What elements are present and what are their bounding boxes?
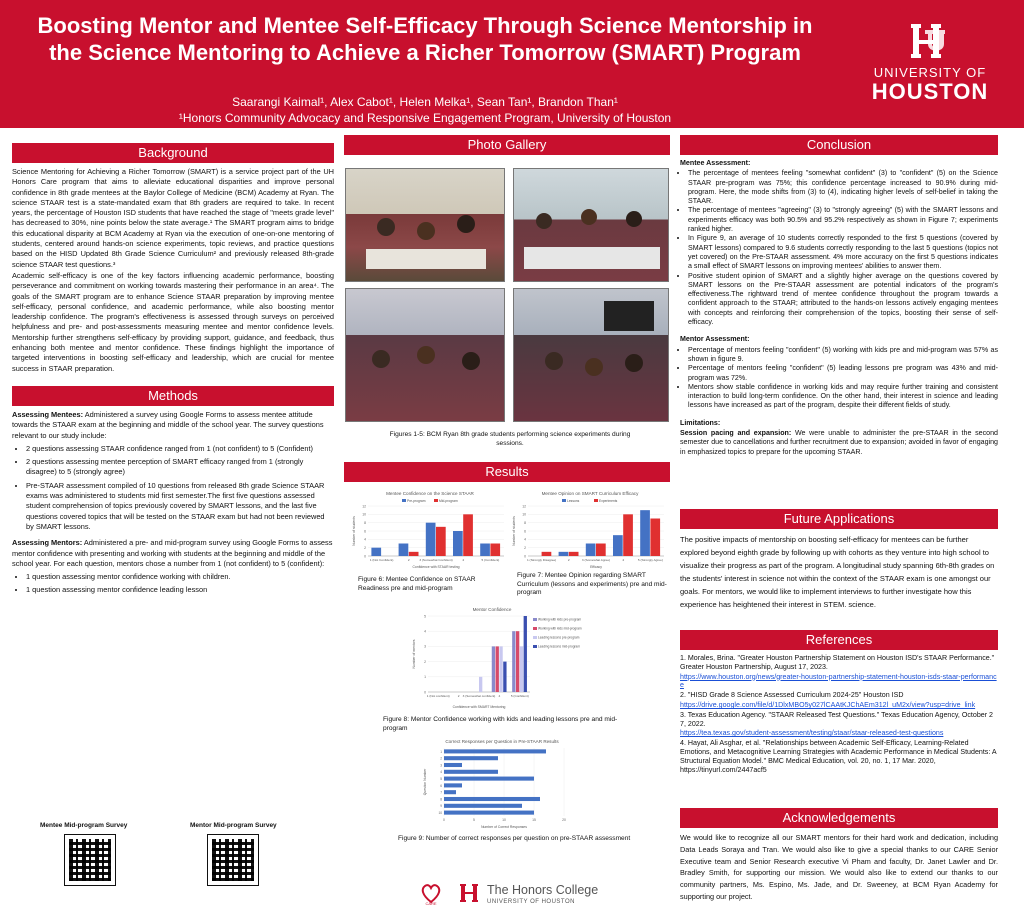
mentor-conclusion-list: [680, 346, 998, 411]
bar: [559, 552, 569, 556]
y-tick-label: 5: [424, 614, 426, 619]
students-photo-icon: [514, 169, 670, 283]
y-tick-label: 0: [364, 554, 366, 559]
x-tick-label: 2: [457, 694, 460, 698]
svg-text:CARE: CARE: [425, 901, 437, 906]
y-tick-label: 7: [440, 790, 442, 795]
x-axis-label: Confidence with STAAR testing: [412, 565, 460, 569]
bar: [613, 535, 623, 556]
uh-small-logo-icon: [458, 882, 482, 904]
y-tick-label: 4: [364, 537, 366, 542]
y-tick-label: 6: [440, 783, 442, 788]
legend-label: Experiments: [599, 498, 618, 503]
bar: [444, 770, 498, 774]
x-tick-label: 10: [502, 818, 506, 822]
y-tick-label: 4: [440, 770, 442, 775]
reference-2: 2. "HISD Grade 8 Science Assessed Curriculum 2024-25" Houston ISD: [680, 691, 904, 700]
future-heading: Future Applications: [680, 509, 998, 529]
gallery-photo-2: [513, 168, 669, 282]
figure-8-chart: [410, 604, 582, 710]
y-axis-label: Number of students: [352, 516, 356, 546]
list-item: • The percentage of mentees "agreeing" (3) to "strongly agreeing" (5) with the SMART lessons and experiments efficacy was both 90.5% and 95.2% respectively as shown in Figure 7; experiments ranked higher.: [688, 206, 998, 234]
bar: [444, 811, 534, 815]
legend-label: Mid-program: [439, 498, 458, 503]
y-tick-label: 1: [424, 675, 426, 680]
students-photo-icon: [346, 169, 506, 283]
reference-1-link[interactable]: https://www.houston.org/news/greater-houston-partnership-statement-houston-isds-staar-performance: [680, 672, 997, 690]
uh-interlocking-icon: [907, 20, 953, 60]
background-paragraph-1: Science Mentoring for Achieving a Richer Tomorrow (SMART) is a service project part of the UH Honors Care program that aims to alleviate educational disparities and improve personal confidence in 8th grade mentees at the Baylor College of Medicine (BCM) Academy at Ryan. The science STAAR test is a state-mandated exam that 8th graders are required to take. In recent years, the percentage of Houston ISD students that have reached the stage of "meets grade level" has decreased to 30%, nine points below the state average.¹ The SMART program aims to bridge this educational disparity at BCM Academy at Ryan via the execution of one-on-one mentoring of students, centered around hands-on science experiments, topic reviews, and practice questions based on the HISD Updated 8th Grade Science Curriculum² and previously released 8th-grade science STAAR test questions.³: [12, 167, 334, 269]
legend-swatch: [533, 618, 537, 621]
x-tick-label: 4: [462, 558, 465, 562]
legend-swatch: [402, 499, 406, 502]
bar: [586, 544, 596, 557]
ack-section: [680, 808, 998, 903]
bar: [596, 544, 606, 557]
x-tick-label: 1 (Strongly Disagree): [526, 558, 557, 562]
logo-line1: UNIVERSITY OF: [873, 65, 987, 80]
y-tick-label: 8: [440, 797, 442, 802]
bar: [444, 783, 462, 787]
methods-mentors-label: Assessing Mentors:: [12, 538, 83, 548]
legend-swatch: [594, 499, 598, 502]
list-item: • In Figure 9, an average of 10 students correctly responded to the first 5 questions (covered by SMART lessons) compared to 9.6 students correctly responding to the last 5 questions (topics not yet covered) on the Pre-STAAR assessment. 4% more accuracy on the first 5 questions indicates a small effect of SMART lessons on improving mentees' abilities to answer them.: [688, 234, 998, 271]
bar: [623, 514, 633, 556]
bar: [371, 548, 381, 556]
limitations-label: Session pacing and expansion:: [680, 429, 792, 438]
list-item: • 1 question assessing mentor confidence working with children.: [26, 572, 334, 582]
legend-label: Working with kids mid-program: [538, 626, 582, 631]
bar: [444, 763, 462, 767]
limitations-heading: Limitations:: [680, 418, 721, 427]
bar: [520, 646, 523, 692]
background-heading: Background: [12, 143, 334, 163]
y-tick-label: 5: [440, 776, 442, 781]
legend-swatch: [533, 636, 537, 639]
list-item: • Mentors show stable confidence in working kids and may require further training and consistent interaction to build long-term confidence. On the other hand, their interest in science and leading lessons have increased as part of the program, despite their different fields of study.: [688, 383, 998, 411]
care-heart-icon: [420, 880, 442, 906]
authors: Saarangi Kaimal¹, Alex Cabot¹, Helen Melka¹, Sean Tan¹, Brandon Than¹: [232, 95, 618, 109]
students-photo-icon: [346, 289, 506, 423]
y-axis-label: Number of mentors: [412, 639, 416, 669]
bar: [524, 616, 527, 692]
y-tick-label: 8: [364, 520, 366, 525]
bar: [516, 631, 519, 692]
methods-heading: Methods: [12, 386, 334, 406]
bar: [542, 552, 552, 556]
bar: [436, 527, 446, 556]
ack-heading: Acknowledgements: [680, 808, 998, 828]
y-axis-label: Number of students: [512, 516, 516, 546]
y-tick-label: 1: [440, 749, 442, 754]
y-tick-label: 3: [424, 644, 426, 649]
x-tick-label: 0: [443, 818, 445, 822]
legend-label: Lessons: [567, 498, 580, 503]
legend-label: Leading lessons mid-program: [538, 644, 580, 649]
y-tick-label: 0: [524, 554, 526, 559]
y-tick-label: 0: [424, 690, 426, 695]
bar: [496, 646, 499, 692]
conclusion-text: [680, 159, 998, 457]
list-item: • 2 questions assessing mentee perception of SMART efficacy ranged from 1 (strongly disagree) to 5 (strongly agree): [26, 457, 334, 478]
background-paragraph-2: Academic self-efficacy is one of the key factors influencing academic performance, boosting perseverance and commitment on working towards mastering their performance in an area⁴. The goals of the SMART program are to enhance Science STAAR preparation by improving mentee self-efficacy, personal confidence, and academic performance, while also boosting mentor leadership confidence. The program's effectiveness is assessed through surveys on perceived helpfulness and pre- and post-assessments measuring mentee and mentor confidence levels. Mentorship further strengthens self-efficacy by providing support, guidance, and feedback, thus enhancing both mentee and mentor confidence. These findings highlight the importance of targeted interventions in boosting self-efficacy and leadership, which are crucial for mentee success in STAAR preparation.: [12, 270, 334, 373]
mentee-assessment-heading: Mentee Assessment:: [680, 159, 751, 167]
conclusion-heading: Conclusion: [680, 135, 998, 155]
x-tick-label: 5 (Confident): [510, 694, 529, 698]
x-tick-label: 2: [567, 558, 570, 562]
figure-8-caption: Figure 8: Mentor Confidence working with kids and leading lessons pre and mid-program: [383, 716, 618, 732]
gallery-photo-3: [345, 288, 505, 422]
y-axis-label: Question Number: [423, 768, 427, 796]
legend-swatch: [533, 627, 537, 630]
logo-line2: HOUSTON: [871, 79, 989, 104]
y-tick-label: 12: [362, 504, 366, 509]
mentee-survey-qr-code[interactable]: [65, 835, 115, 885]
poster-title: Boosting Mentor and Mentee Self-Efficacy Through Science Mentorship in the Science Mentoring to Achieve a Richer Tomorrow (SMART) Program: [37, 13, 813, 65]
bar: [463, 514, 473, 556]
x-tick-label: 15: [532, 818, 536, 822]
bar: [426, 523, 436, 556]
mentee-methods-list: [12, 444, 334, 532]
bar: [492, 646, 495, 692]
y-tick-label: 8: [524, 520, 526, 525]
y-tick-label: 2: [440, 756, 442, 761]
honors-college-sub: UNIVERSITY OF HOUSTON: [487, 899, 575, 905]
chart-title: Mentee Opinion on SMART Curriculum Efficacy: [541, 491, 639, 496]
bar: [479, 677, 482, 692]
x-axis-label: Confidence with SMART Mentoring: [452, 705, 506, 709]
references-heading: References: [680, 630, 998, 650]
y-tick-label: 6: [364, 529, 366, 534]
legend-swatch: [533, 645, 537, 648]
chart-title: Correct Responses per Question in Pre-STAAR Results: [445, 739, 559, 744]
limitations-text: We were unable to administer the pre-STAAR in the second semester due to cancellations and further recruitment due to expansion; avoided in favor of engaging in emphasized topics to prepare for the upcoming STAAR.: [680, 429, 998, 456]
y-tick-label: 2: [364, 545, 366, 550]
reference-3: 3. Texas Education Agency. "STAAR Released Test Questions." Texas Education Agency, October 27, 2022.: [680, 710, 994, 728]
affiliation: ¹Honors Community Advocacy and Responsive Engagement Program, University of Houston: [178, 111, 672, 125]
legend-label: Pre-program: [407, 498, 426, 503]
y-tick-label: 3: [440, 763, 442, 768]
chart-title: Mentee Confidence on the Science STAAR: [386, 491, 474, 496]
bar: [512, 631, 515, 692]
middle-column: [344, 135, 670, 159]
y-tick-label: 12: [522, 504, 526, 509]
x-tick-label: 5 (Strongly Agree): [637, 558, 663, 562]
y-tick-label: 4: [424, 629, 426, 634]
list-item: • The percentage of mentees feeling "somewhat confident" (3) to "confident" (5) on the Science STAAR pre-program was 75%; this confidence percentage increased to 90.9% during mid-program. Here, the mode shifts from (3) to (4), indicating higher levels of self-belief in taking the STAAR.: [688, 169, 998, 206]
bar: [444, 756, 498, 760]
bar: [480, 544, 490, 557]
references-text: [680, 654, 998, 774]
x-tick-label: 3 (Somewhat confident): [462, 694, 496, 698]
gallery-heading: Photo Gallery: [344, 135, 670, 155]
y-tick-label: 6: [524, 529, 526, 534]
future-text: The positive impacts of mentorship on boosting self-efficacy for mentees can be further explored beyond eighth grade by following up with cohorts as they venture into high school to visualize their progress as part of the program. A longitudinal study spanning 6th-8th grades on the students' interest in science not within the context of the STAAR exam is one amongst our goals. For mentors, we would like to implement interviews to further investigate how this experience has heightened their interest in STEM. science.: [680, 535, 995, 609]
x-axis-label: Number of Correct Responses: [481, 825, 527, 829]
mentor-methods-list: [12, 572, 334, 596]
uh-logo: [860, 20, 1000, 103]
figure-6-chart: [350, 488, 510, 570]
mentor-survey-qr-code[interactable]: [208, 835, 258, 885]
future-section: [680, 509, 998, 611]
y-tick-label: 10: [438, 810, 442, 815]
honors-college-name: The Honors College: [487, 883, 599, 897]
bar: [640, 510, 650, 556]
y-tick-label: 2: [524, 545, 526, 550]
x-tick-label: 3 (Somewhat Agree): [581, 558, 611, 562]
bar: [444, 790, 456, 794]
poster-header: [0, 0, 1024, 128]
y-tick-label: 2: [424, 659, 426, 664]
x-tick-label: 20: [562, 818, 566, 822]
x-tick-label: 3 (Somewhat Confident): [419, 558, 453, 562]
x-tick-label: 4: [622, 558, 625, 562]
mentor-assessment-heading: Mentor Assessment:: [680, 335, 750, 344]
x-tick-label: 5 (Confident): [481, 558, 500, 562]
ack-text: We would like to recognize all our SMART mentors for their hard work and dedication, including Data Leads Soraya and Tran. We would also like to give a special thanks to our CARE Senior Executive team and Senior Research executive Vi Pham and faculty, Dr. Janet Lawler and Dr. Bradley Smith, for supporting our mission. We would also like to extend our thanks to our community partners, Ms. Espino, Ms. Jade, and Dr. Sweeney, at BCM Ryan Academy for supporting our project.: [680, 833, 998, 901]
qr2-label: Mentor Mid-program Survey: [190, 822, 277, 829]
gallery-caption: Figures 1-5: BCM Ryan 8th grade students performing science experiments during sessions.: [389, 431, 631, 447]
reference-4: 4. Hayat, Ali Asghar, et al. "Relationships between Academic Self-Efficacy, Learning-Related Emotions, and Metacognitive Learning Strategies with Academic Performance in Medical Students: A Structural Equation Model." BMC Medical Education, vol. 20, no. 1, 17 Mar. 2020, https://tinyurl.com/2447acf5: [680, 739, 997, 774]
references-section: [680, 630, 998, 775]
y-tick-label: 10: [522, 512, 526, 517]
legend-swatch: [434, 499, 438, 502]
figure-9-caption: Figure 9: Number of correct responses per question on pre-STAAR assessment: [398, 835, 631, 842]
left-column: [12, 135, 334, 599]
legend-label: Leading lessons pre-program: [538, 635, 580, 640]
list-item: • Positive student opinion of SMART and a slightly higher average on the questions covered by SMART lessons on the Pre-STAAR assessment are potential indicators of the program's effectiveness.The rightward trend of mentee confidence throughout the program towards a confident approach to the STAAR; attributed to the hands-on lessons actively engaging mentees with concepts and reinforcing their comprehension of the topics, boosting their sense of self-efficacy.: [688, 272, 998, 328]
list-item: • Percentage of mentors feeling "confident" (5) leading lessons pre program was 43% and mid-program was 72%.: [688, 364, 998, 383]
students-photo-icon: [514, 289, 670, 423]
background-text: [12, 167, 334, 374]
bar: [444, 797, 540, 801]
list-item: • Pre-STAAR assessment compiled of 10 questions from released 8th grade Science STAAR exams was administered to students mid first semester.The first five questions assessed student comprehension of topics previously covered by SMART lessons, and the last five questions covered topics that will be tested on the STAAR exam but had not been reviewed by SMART lessons.: [26, 481, 334, 532]
reference-3-link[interactable]: https://tea.texas.gov/student-assessment/testing/staar/staar-released-test-questions: [680, 729, 944, 738]
legend-swatch: [562, 499, 566, 502]
bar: [503, 662, 506, 692]
mentee-conclusion-list: [680, 169, 998, 327]
results-heading: Results: [344, 462, 670, 482]
list-item: • Percentage of mentors feeling "confident" (5) working with kids pre and mid-program was 57% as shown in figure 9.: [688, 346, 998, 365]
figure-9-chart: [420, 736, 584, 830]
bar: [569, 552, 579, 556]
x-tick-label: 5: [473, 818, 475, 822]
figure-6-caption: Figure 6: Mentee Confidence on STAAR Readiness pre and mid-program: [358, 576, 476, 592]
x-tick-label: 2: [407, 558, 410, 562]
gallery-photo-4: [513, 288, 669, 422]
methods-text: [12, 410, 334, 596]
y-tick-label: 4: [524, 537, 526, 542]
x-axis-label: Efficacy: [590, 565, 602, 569]
y-tick-label: 10: [362, 512, 366, 517]
list-item: • 1 question assessing mentor confidence leading lesson: [26, 585, 334, 595]
list-item: • 2 questions assessing STAAR confidence ranged from 1 (not confident) to 5 (Confident): [26, 444, 334, 454]
bar: [399, 544, 409, 557]
methods-mentees-text: Administered a survey using Google Forms to assess mentee attitude towards the STAAR exam at the beginning and middle of the school year. The survey questions relevant to our study include:: [12, 409, 324, 440]
gallery-photo-1: [345, 168, 505, 282]
reference-1: 1. Morales, Brina. "Greater Houston Partnership Statement on Houston ISD's STAAR Performance." Greater Houston Partnership, August 17, 2023.: [680, 654, 995, 671]
bar: [444, 777, 534, 781]
methods-mentors-text: Administered a pre- and mid-program survey using Google Forms to assess mentor confidence with presenting and working with students at the beginning and middle of the school year. For each question, mentors chose a number from 1 (not confident) to 5 (confident):: [12, 538, 333, 568]
bar: [650, 519, 660, 557]
bar: [444, 749, 546, 753]
qr1-label: Mentee Mid-program Survey: [40, 822, 128, 829]
reference-2-link[interactable]: https://drive.google.com/file/d/1DlxMBO5y027lCAAtKJChAEm312l_uM2x/view?usp=drive_link: [680, 700, 976, 709]
bar: [490, 544, 500, 557]
bar: [453, 531, 463, 556]
figure-7-caption: Figure 7: Mentee Opinion regarding SMART Curriculum (lessons and experiments) pre and mid-program: [517, 572, 667, 596]
right-column: [680, 135, 998, 458]
bar: [499, 646, 502, 692]
y-tick-label: 9: [440, 804, 442, 809]
chart-title: Mentor Confidence: [472, 607, 512, 612]
bar: [409, 552, 419, 556]
figure-7-chart: [510, 488, 670, 570]
x-tick-label: 4: [498, 694, 501, 698]
methods-mentees-label: Assessing Mentees:: [12, 409, 84, 419]
x-tick-label: 1 (Not Confident): [369, 558, 394, 562]
x-tick-label: 1 (Not confident): [426, 694, 450, 698]
bar: [444, 804, 522, 808]
legend-label: Working with kids pre-program: [538, 617, 582, 622]
